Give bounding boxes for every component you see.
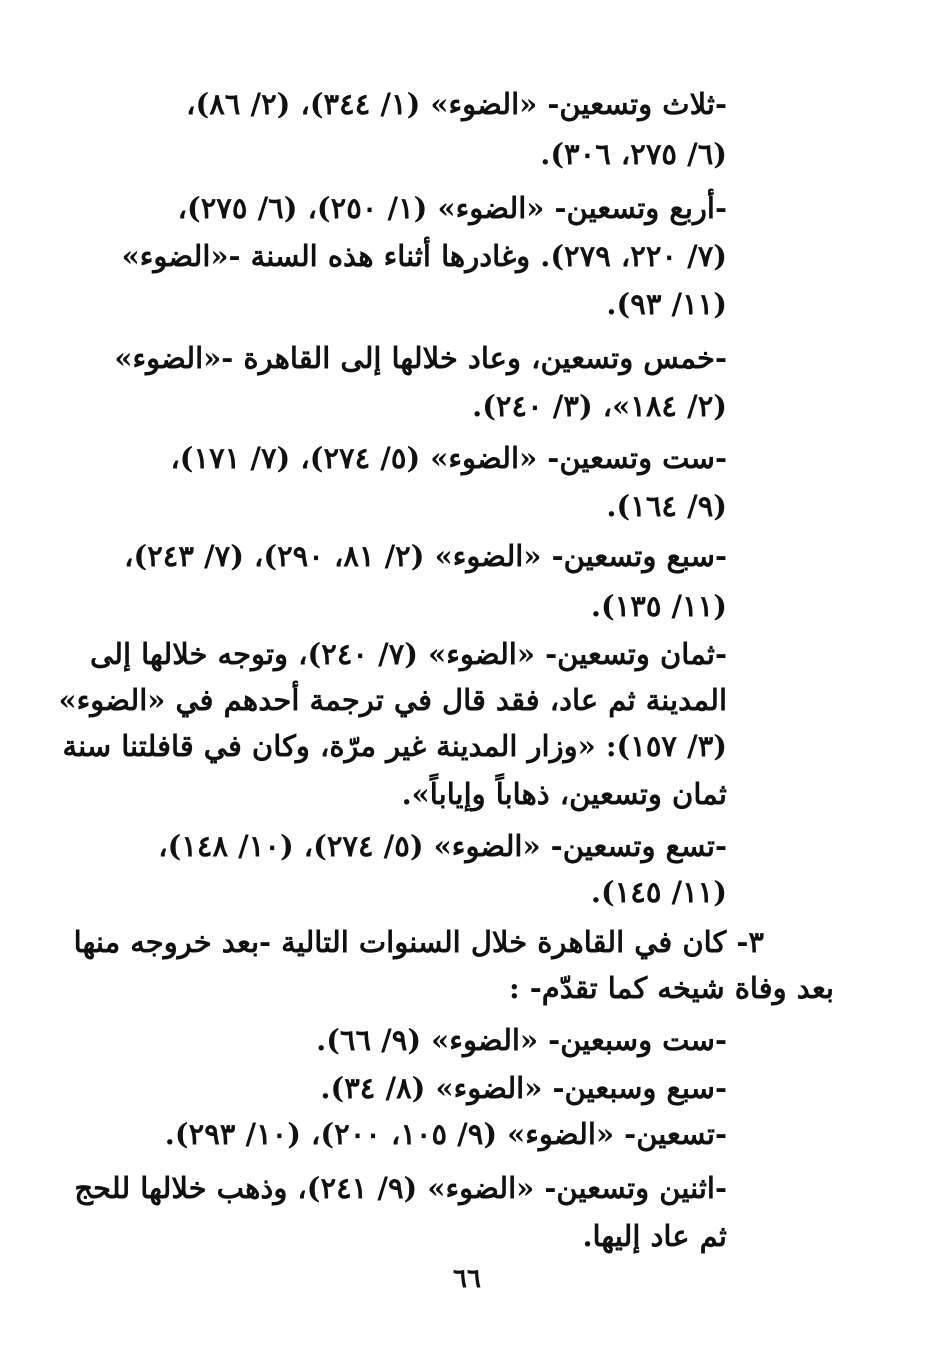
text-line: (١١/ ٩٣). [606, 287, 727, 321]
text-line: -ست وسبعين- «الضوء» (٩/ ٦٦). [316, 1023, 727, 1057]
text-line: ٣- كان في القاهرة خلال السنوات التالية -بعد خروجه منها [73, 925, 764, 959]
text-line: المدينة ثم عاد، فقد قال في ترجمة أحدهم في «الضوء» [58, 683, 727, 717]
text-line: -ثمان وتسعين- «الضوء» (٧/ ٢٤٠)، وتوجه خلالها إلى [90, 637, 727, 671]
text-line: (٧/ ٢٢٠، ٢٧٩). وغادرها أثناء هذه السنة -«الضوء» [121, 239, 727, 273]
text-line: ثم عاد إليها. [582, 1219, 727, 1253]
text-line: ثمان وتسعين، ذهاباً وإياباً». [401, 777, 727, 811]
text-line: (٦/ ٢٧٥، ٣٠٦). [540, 137, 727, 171]
page-number: ٦٦ [453, 1264, 481, 1294]
text-line: -سبع وسبعين- «الضوء» (٨/ ٣٤). [320, 1071, 727, 1105]
text-line: -تسعين- «الضوء» (٩/ ١٠٥، ٢٠٠)، (١٠/ ٢٩٣). [164, 1117, 727, 1151]
text-line: (٣/ ١٥٧): «وزار المدينة غير مرّة، وكان في قافلتنا سنة [62, 729, 727, 763]
text-line: بعد وفاة شيخه كما تقدّم- : [508, 971, 834, 1005]
text-line: -خمس وتسعين، وعاد خلالها إلى القاهرة -«الضوء» [114, 341, 727, 375]
text-line: (٢/ ١٨٤»، (٣/ ٢٤٠). [472, 389, 727, 423]
text-line: -تسع وتسعين- «الضوء» (٥/ ٢٧٤)، (١٠/ ١٤٨)، [158, 829, 727, 863]
text-line: (١١/ ١٣٥). [590, 589, 727, 623]
text-line: -ثلاث وتسعين- «الضوء» (١/ ٣٤٤)، (٢/ ٨٦)، [186, 87, 727, 121]
text-line: -أربع وتسعين- «الضوء» (١/ ٢٥٠)، (٦/ ٢٧٥)، [177, 191, 727, 225]
text-line: (٩/ ١٦٤). [606, 489, 727, 523]
text-line: -اثنين وتسعين- «الضوء» (٩/ ٢٤١)، وذهب خلالها للحج [74, 1171, 727, 1205]
text-line: (١١/ ١٤٥). [590, 875, 727, 909]
text-line: -ست وتسعين- «الضوء» (٥/ ٢٧٤)، (٧/ ١٧١)، [170, 441, 727, 475]
text-line: -سبع وتسعين- «الضوء» (٢/ ٨١، ٢٩٠)، (٧/ ٢٤٣)، [124, 539, 727, 573]
